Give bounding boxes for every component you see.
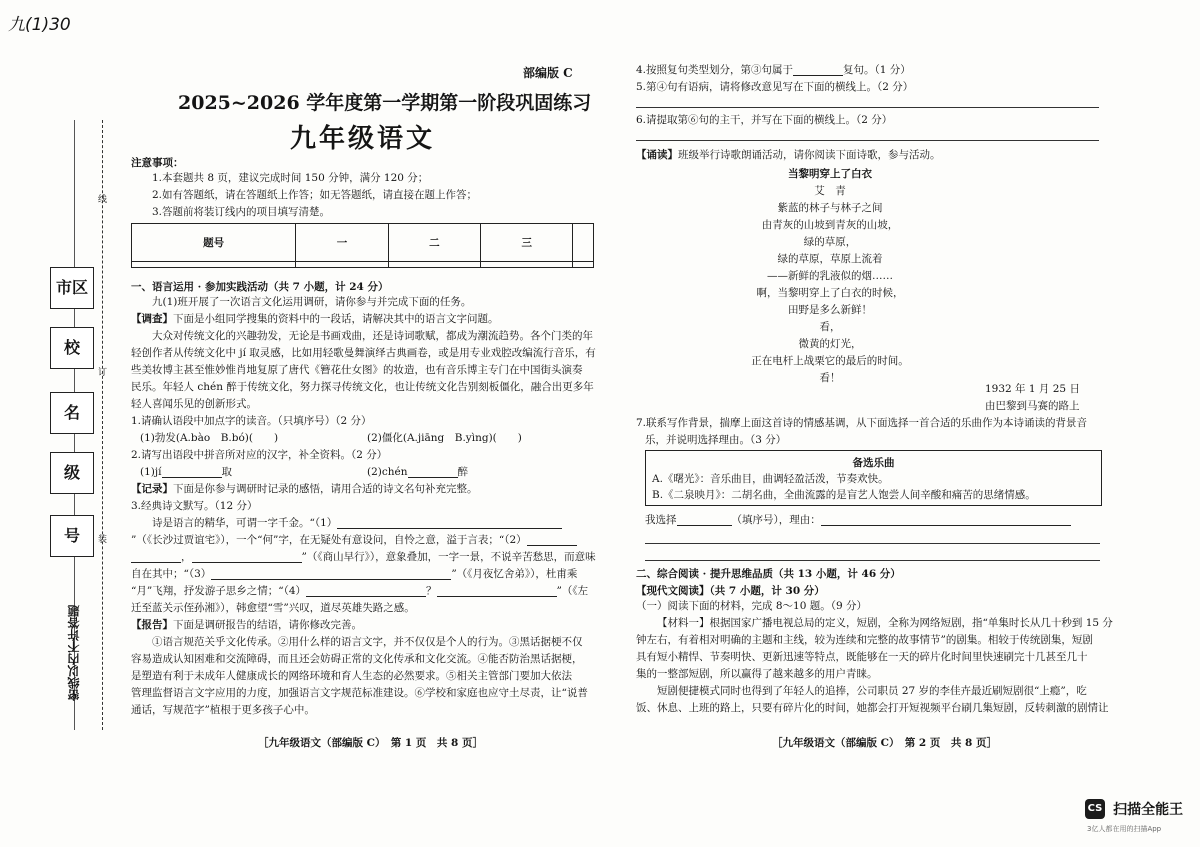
label-district: 市区 bbox=[50, 267, 94, 309]
q2b-char: 醉 bbox=[457, 466, 468, 478]
subject-title: 九年级语文 bbox=[290, 124, 436, 154]
poetry-line: 自在其中；“（3） bbox=[131, 568, 212, 580]
table-row bbox=[132, 224, 594, 262]
side-char-zhuang: 装 bbox=[98, 535, 108, 545]
poetry-blank-3[interactable] bbox=[211, 568, 451, 580]
score-table bbox=[131, 223, 594, 268]
label-name: 名 bbox=[50, 392, 94, 434]
score-header-total bbox=[573, 224, 594, 262]
score-header-1: 一 bbox=[296, 224, 388, 262]
poem-line: 正在电杆上战栗它的最后的时间。 bbox=[751, 355, 909, 367]
notice-1: 1.本套题共 8 页，建议完成时间 150 分钟，满分 120 分； bbox=[152, 172, 429, 184]
side-char-ding: 订 bbox=[98, 368, 108, 378]
question-1: 1.请确认语段中加点字的读音。（只填序号）（2 分） bbox=[131, 415, 372, 427]
passage-line: 轻人喜闻乐见的创新形式。 bbox=[131, 398, 257, 410]
poem-place: 由巴黎到马赛的路上 bbox=[985, 400, 1080, 412]
material-line: 短剧便捷模式同时也得到了年轻人的追捧，公司职员 27 岁的李佳卉最近刷短剧很“上瘾”，吃 bbox=[657, 685, 1087, 697]
question-1a[interactable]: (1)勃发(A.bào B.bó)( ) bbox=[140, 432, 279, 444]
label-class: 级 bbox=[50, 452, 94, 494]
poetry-line: ”（《长沙过贾谊宅》），一个“何”字，在无疑处有意设问，自怜之意，溢于言表；“（2） bbox=[131, 534, 527, 546]
music-option-b: B.《二泉映月》：二胡名曲，全曲流露的是盲艺人饱尝人间辛酸和痛苦的思绪情感。 bbox=[652, 489, 1036, 501]
material-line: 集的一整部短剧，所以赢得了越来越多的用户青睐。 bbox=[636, 668, 878, 680]
q2b-blank[interactable] bbox=[408, 466, 458, 478]
passage-line: 轻创作者从传统文化中 jí 取灵感，比如用轻歌曼舞演绎古典画卷，或是用专业戏腔改编流行音乐，有 bbox=[131, 347, 596, 359]
q2a-pinyin: (1)jí bbox=[140, 466, 162, 478]
scanner-watermark bbox=[1085, 798, 1183, 819]
q4-blank[interactable] bbox=[793, 64, 843, 76]
poem-line: 紫蓝的林子与林子之间 bbox=[777, 202, 883, 214]
poetry-blank-2c[interactable] bbox=[192, 551, 302, 563]
material-line: 钟左右，有着相对明确的主题和主线，较为连续和完整的故事情节”的剧集。相较于传统剧集，短剧 bbox=[636, 634, 1093, 646]
question-6: 6.请提取第⑥句的主干，并写在下面的横线上。（2 分） bbox=[636, 114, 893, 126]
poem-title: 当黎明穿上了白衣 bbox=[788, 168, 872, 180]
report-line: 容易造成认知困难和交流障碍，而且还会妨碍正常的文化传承和文化交流。④能否防治黑话据梗， bbox=[131, 653, 583, 665]
poem-line: 看！ bbox=[819, 372, 841, 384]
poetry-blank-4b[interactable] bbox=[437, 585, 557, 597]
binding-warning: 密线以内不许答题 bbox=[67, 605, 81, 701]
score-cell[interactable] bbox=[388, 261, 480, 267]
poetry-question: ？ bbox=[426, 585, 437, 597]
score-header-number: 题号 bbox=[132, 224, 296, 262]
q2a-char: 取 bbox=[221, 466, 232, 478]
passage-line: 些美妆博主甚至惟妙惟肖地复原了唐代《簪花仕女图》的妆造，也有音乐博主专门在中国街头演奏 bbox=[131, 364, 583, 376]
poetry-line: ”（《月夜忆舍弟》），杜甫乘 bbox=[451, 568, 578, 580]
handwritten-note: 九(1)30 bbox=[8, 15, 71, 35]
recite-text: 班级举行诗歌朗诵活动，请你阅读下面诗歌，参与活动。 bbox=[678, 149, 941, 161]
poem-line: 啊，当黎明穿上了白衣的时候， bbox=[756, 287, 904, 299]
material-line: 【材料一】根据国家广播电视总局的定义，短剧，全称为网络短剧，指“单集时长从几十秒到 15 分 bbox=[657, 617, 1113, 629]
poem-line: 由青灰的山坡到青灰的山坡， bbox=[761, 219, 899, 231]
question-3: 3.经典诗文默写。（12 分） bbox=[131, 500, 258, 512]
poem-line: 田野是多么新鲜！ bbox=[788, 304, 872, 316]
poem-line: 看， bbox=[819, 321, 841, 333]
choose-blank[interactable] bbox=[677, 514, 732, 526]
side-char-xian: 线 bbox=[98, 195, 108, 205]
poem-line: 绿的草原，草原上流着 bbox=[777, 253, 883, 265]
record-label: 【记录】 bbox=[131, 483, 173, 495]
poetry-line: ”（《商山早行》），意象叠加，一字一景，不说辛苦愁思，而意味 bbox=[301, 551, 596, 563]
poetry-blank-4a[interactable] bbox=[306, 585, 426, 597]
poetry-comma: ， bbox=[181, 551, 192, 563]
passage-line: 民乐。年轻人 chén 醉于传统文化，努力探寻传统文化，也让传统文化告别刻板僵化，融合出更多年 bbox=[131, 381, 594, 393]
question-7-cont: 乐，并说明选择理由。（3 分） bbox=[645, 434, 787, 446]
scanner-tagline: 3亿人都在用的扫描App bbox=[1087, 825, 1162, 833]
music-options-box bbox=[645, 450, 1102, 506]
question-4-tail: 复句。（1 分） bbox=[843, 64, 911, 76]
material-line: 饭、休息、上班的路上，只要有碎片化的时间，她都会打开短视频平台刷几集短剧，反转刺激的剧情让 bbox=[636, 702, 1109, 714]
material-line: 具有短小精悍、节奏明快、更新迅速等特点，既能够在一天的碎片化时间里快速刷完十几甚至几十 bbox=[636, 651, 1088, 663]
edition-label: 部编版 C bbox=[523, 66, 573, 80]
part1-title: （一）阅读下面的材料，完成 8～10 题。（9 分） bbox=[636, 600, 867, 612]
score-cell[interactable] bbox=[573, 261, 594, 267]
scanner-logo-icon: CS bbox=[1085, 799, 1105, 819]
poem-line: ——新鲜的乳液似的烟…… bbox=[767, 270, 893, 282]
report-line: 是塑造有利于未成年人健康成长的网络环境和育人生态的必然要求。⑤相关主管部门要加大依法 bbox=[131, 670, 572, 682]
label-number: 号 bbox=[50, 515, 94, 557]
poem-date: 1932 年 1 月 25 日 bbox=[985, 383, 1080, 395]
score-header-2: 二 bbox=[388, 224, 480, 262]
survey-label: 【调查】 bbox=[131, 313, 173, 325]
notice-2: 2.如有答题纸，请在答题纸上作答；如无答题纸，请直接在题上作答； bbox=[152, 189, 478, 201]
poetry-line: ”（《左 bbox=[556, 585, 589, 597]
question-4: 4.按照复句类型划分，第③句属于 bbox=[636, 64, 794, 76]
page-footer-2: ［九年级语文（部编版 C） 第 2 页 共 8 页］ bbox=[772, 737, 997, 749]
poetry-blank-1[interactable] bbox=[337, 517, 562, 529]
question-7: 7.联系写作背景，揣摩上面这首诗的情感基调，从下面选择一首合适的乐曲作为本诗诵读的背景音 bbox=[636, 417, 1088, 429]
reason-blank[interactable] bbox=[821, 514, 1071, 526]
choose-reason-label: （填序号），理由： bbox=[731, 514, 821, 526]
poem-author: 艾 青 bbox=[814, 185, 846, 197]
music-option-a: A.《曙光》：音乐曲目，曲调轻盈活泼，节奏欢快。 bbox=[652, 473, 889, 485]
recite-label: 【诵读】 bbox=[636, 149, 678, 161]
passage-line: 大众对传统文化的兴趣勃发，无论是书画戏曲，还是诗词歌赋，都成为潮流趋势。各个门类的年 bbox=[152, 330, 593, 342]
page-footer-1: ［九年级语文（部编版 C） 第 1 页 共 8 页］ bbox=[258, 737, 483, 749]
choose-label: 我选择 bbox=[645, 514, 677, 526]
scanner-brand: 扫描全能王 bbox=[1113, 801, 1184, 818]
poetry-blank-2b[interactable] bbox=[131, 551, 181, 563]
question-1b[interactable]: (2)僵化(A.jiāng B.yìng)( ) bbox=[367, 432, 522, 444]
notice-3: 3.答题前将装订线内的项目填写清楚。 bbox=[152, 206, 331, 218]
poem-line: 绿的草原， bbox=[803, 236, 857, 248]
table-row bbox=[132, 261, 594, 267]
report-line: ①语言规范关乎文化传承。②用什么样的语言文字，并不仅仅是个人的行为。③黑话据梗不仅 bbox=[152, 636, 583, 648]
intro-text: 九(1)班开展了一次语言文化运用调研，请你参与并完成下面的任务。 bbox=[152, 296, 472, 308]
poem-line: 微黄的灯光， bbox=[798, 338, 862, 350]
poetry-blank-2a[interactable] bbox=[527, 534, 577, 546]
music-title: 备选乐曲 bbox=[852, 457, 895, 469]
report-line: 管理监督语言文字应用的力度，加强语言文字规范标准建设。⑥学校和家庭也应守土尽责，让“说普 bbox=[131, 687, 588, 699]
report-line: 通话，写规范字”植根于更多孩子心中。 bbox=[131, 704, 315, 716]
report-text: 下面是调研报告的结语，请你修改完善。 bbox=[173, 619, 362, 631]
section2-title: 二、综合阅读 · 提升思维品质（共 13 小题，计 46 分） bbox=[636, 568, 901, 580]
section1-title: 一、语言运用 · 参加实践活动（共 7 小题，计 24 分） bbox=[131, 281, 389, 293]
score-cell[interactable] bbox=[296, 261, 388, 267]
survey-text: 下面是小组同学搜集的资料中的一段话，请解决其中的语言文字问题。 bbox=[173, 313, 499, 325]
question-2: 2.请写出语段中拼音所对应的汉字，补全资料。（2 分） bbox=[131, 449, 388, 461]
score-cell[interactable] bbox=[132, 261, 296, 267]
notice-title: 注意事项： bbox=[131, 157, 184, 169]
poetry-line: 迁至蓝关示侄孙湘》），韩愈望“雪”兴叹，道尽英雄失路之感。 bbox=[131, 602, 415, 614]
poetry-line: 诗是语言的精华，可谓一字千金。“（1） bbox=[152, 517, 338, 529]
q5-answer-line[interactable] bbox=[636, 107, 1099, 108]
question-5: 5.第④句有语病，请将修改意见写在下面的横线上。（2 分） bbox=[636, 81, 914, 93]
reason-line[interactable] bbox=[645, 560, 1100, 561]
q2b-pinyin: (2)chén bbox=[367, 466, 408, 478]
record-text: 下面是你参与调研时记录的感悟，请用合适的诗文名句补充完整。 bbox=[173, 483, 478, 495]
q2a-blank[interactable] bbox=[162, 466, 222, 478]
label-school: 校 bbox=[50, 327, 94, 369]
report-label: 【报告】 bbox=[131, 619, 173, 631]
reason-line[interactable] bbox=[645, 543, 1100, 544]
poetry-line: “月”飞翔，抒发游子思乡之情；“（4） bbox=[131, 585, 307, 597]
binding-line bbox=[102, 120, 103, 730]
q6-answer-line[interactable] bbox=[636, 140, 1099, 141]
score-cell[interactable] bbox=[481, 261, 573, 267]
modern-reading-title: 【现代文阅读】（共 7 小题，计 30 分） bbox=[636, 585, 825, 597]
exam-title: 2025~2026 学年度第一学期第一阶段巩固练习 bbox=[178, 92, 592, 114]
score-header-3: 三 bbox=[481, 224, 573, 262]
